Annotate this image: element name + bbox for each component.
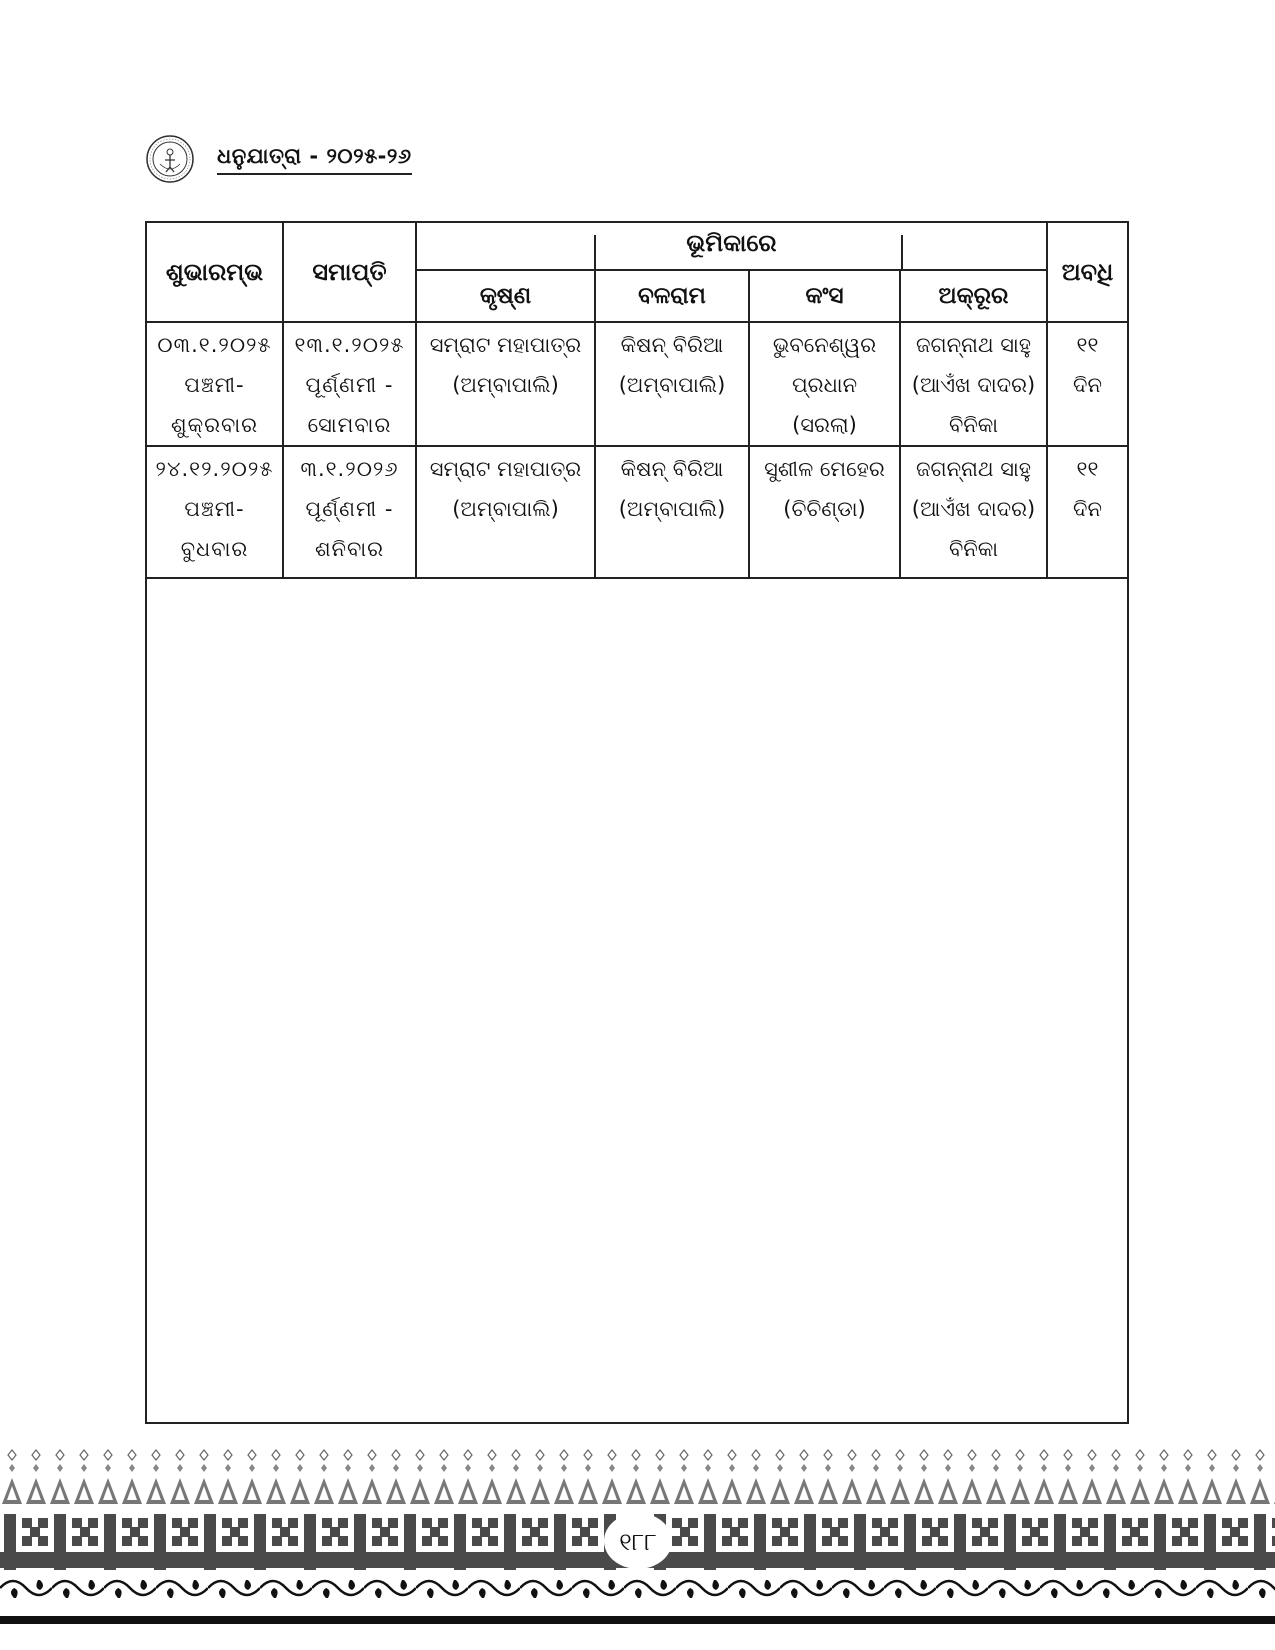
kansa-cell: [749, 322, 900, 446]
end-weekday: ଶନିବାର: [314, 537, 385, 561]
end-cell: [283, 446, 416, 578]
group-header-roles: ଭୂମିକାରେ: [686, 229, 777, 257]
akrura-cell: [900, 322, 1047, 446]
group-header-cell: [416, 223, 1047, 270]
start-weekday: ବୁଧବାର: [180, 537, 249, 561]
decorative-footer-border: [0, 1448, 1275, 1628]
start-cell: [147, 446, 283, 578]
actor-place: (ଆଏଁଖ ଦାଦର): [911, 497, 1036, 521]
actor-place: (ଅମ୍ବାପାଲି): [452, 497, 559, 521]
col-header-duration: ଅବଧି: [1047, 223, 1127, 322]
balaram-cell: [595, 322, 749, 446]
start-date: ୦୩.୧.୨୦୨୫: [157, 333, 272, 357]
actor-name: କିଷନ୍ ବିରିଆ: [620, 333, 724, 357]
table-row: [147, 322, 1127, 446]
col-header-end: ସମାପ୍ତି: [283, 223, 416, 322]
actor-village: ବିନିକା: [948, 413, 999, 437]
schedule-frame: [145, 221, 1129, 1424]
actor-name: ସମ୍ରାଟ ମହାପାତ୍ର: [429, 333, 582, 357]
duration-unit: ଦିନ: [1073, 373, 1102, 397]
col-header-start: ଶୁଭାରମ୍ଭ: [147, 223, 283, 322]
header-tick: [594, 235, 596, 269]
end-tithi: ପୂର୍ଣ୍ଣମୀ -: [305, 373, 394, 397]
start-date: ୨୪.୧୨.୨୦୨୫: [155, 457, 274, 481]
actor-name: ଭୁବନେଶ୍ୱର ପ୍ରଧାନ: [772, 333, 877, 397]
duration-unit: ଦିନ: [1073, 497, 1102, 521]
akrura-cell: [900, 446, 1047, 578]
end-date: ୧୩.୧.୨୦୨୫: [294, 333, 405, 357]
col-header-kansa: କଂସ: [749, 270, 900, 322]
end-cell: [283, 322, 416, 446]
start-tithi: ପଞ୍ଚମୀ-: [184, 373, 245, 397]
page-number: ୧୮୮: [619, 1528, 657, 1556]
page-header: [145, 133, 412, 185]
krishna-cell: [416, 322, 595, 446]
col-header-akrura: ଅକ୍ରୂର: [900, 270, 1047, 322]
duration-value: ୧୧: [1076, 457, 1099, 481]
actor-place: (ଅମ୍ବାପାଲି): [618, 497, 726, 521]
actor-name: ଜଗନ୍ନାଥ ସାହୁ: [915, 457, 1032, 481]
actor-name: ଜଗନ୍ନାଥ ସାହୁ: [915, 333, 1032, 357]
duration-cell: [1047, 322, 1127, 446]
start-tithi: ପଞ୍ଚମୀ-: [184, 497, 245, 521]
kansa-cell: [749, 446, 900, 578]
table-row: [147, 446, 1127, 578]
start-cell: [147, 322, 283, 446]
actor-place: (ଚିଚିଣ୍ଡା): [783, 497, 866, 521]
balaram-cell: [595, 446, 749, 578]
duration-cell: [1047, 446, 1127, 578]
col-header-krishna: କୃଷ୍ଣ: [416, 270, 595, 322]
actor-place: (ଅମ୍ବାପାଲି): [618, 373, 726, 397]
end-weekday: ସୋମବାର: [307, 413, 392, 437]
actor-name: ସୁଶୀଳ ମେହେର: [764, 457, 885, 481]
actor-name: ସମ୍ରାଟ ମହାପାତ୍ର: [429, 457, 582, 481]
krishna-cell: [416, 446, 595, 578]
header-tick: [901, 235, 903, 269]
actor-village: ବିନିକା: [948, 537, 999, 561]
page-title: ଧନୁଯାତ୍ରା - ୨୦୨୫-୨୬: [217, 144, 412, 175]
actor-place: (ସରଲା): [792, 413, 857, 437]
actor-place: (ଆଏଁଖ ଦାଦର): [911, 373, 1036, 397]
start-weekday: ଶୁକ୍ରବାର: [170, 413, 259, 437]
actor-place: (ଅମ୍ବାପାଲି): [452, 373, 559, 397]
end-date: ୩.୧.୨୦୨୬: [300, 457, 399, 481]
emblem-seal-icon: [145, 134, 195, 184]
schedule-table: [147, 223, 1127, 579]
duration-value: ୧୧: [1076, 333, 1099, 357]
actor-name: କିଷନ୍ ବିରିଆ: [620, 457, 724, 481]
end-tithi: ପୂର୍ଣ୍ଣମୀ -: [305, 497, 394, 521]
col-header-balaram: ବଳରାମ: [595, 270, 749, 322]
